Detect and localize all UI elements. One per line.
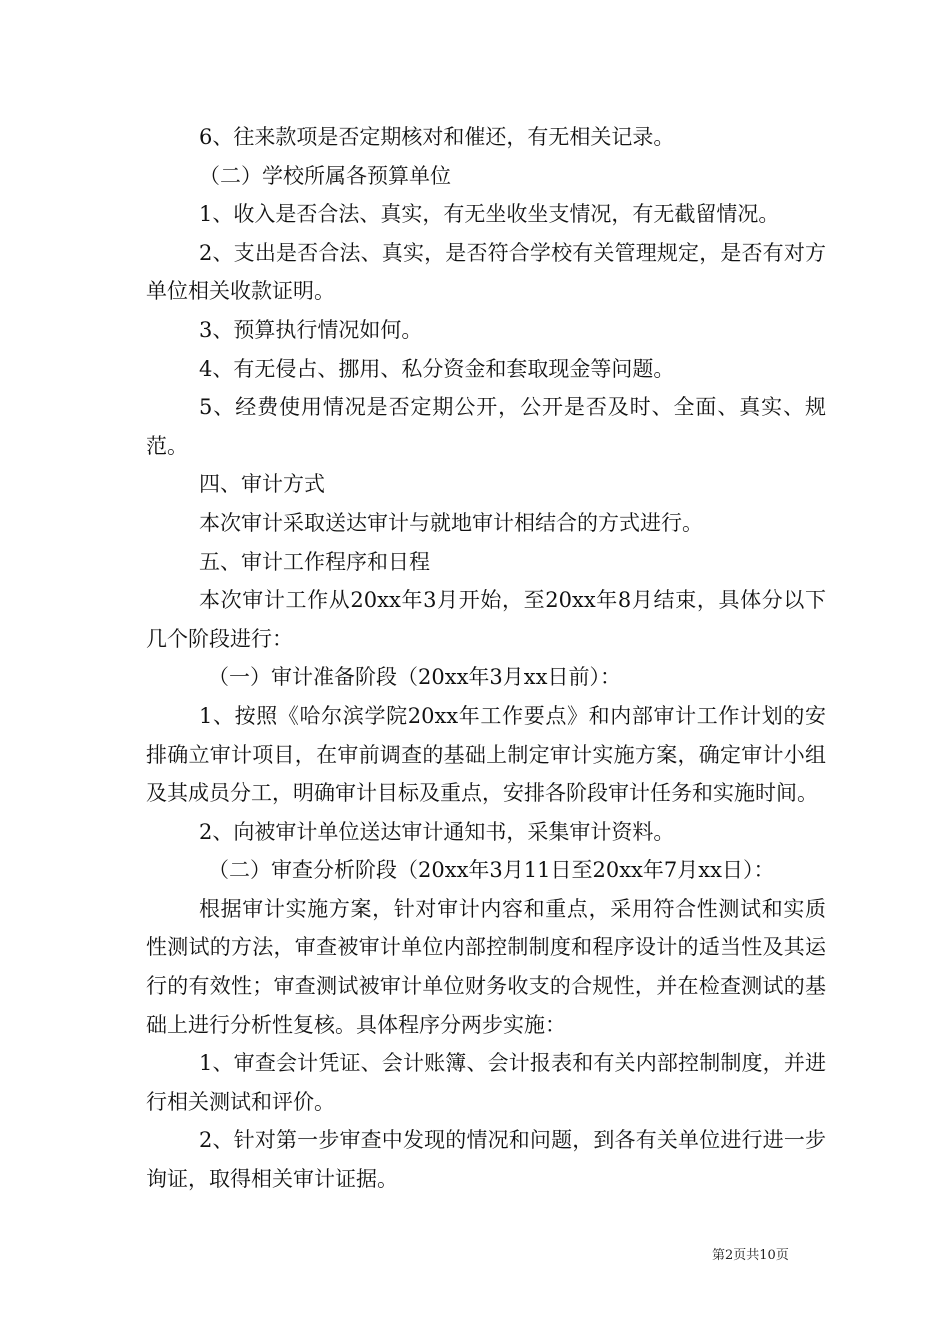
paragraph-1: 6、往来款项是否定期核对和催还，有无相关记录。 xyxy=(199,125,675,149)
paragraph-14: 2、向被审计单位送达审计通知书，采集审计资料。 xyxy=(199,819,675,844)
paragraph-5: 3、预算执行情况如何。 xyxy=(199,317,423,342)
paragraph-7: 5、经费使用情况是否定期公开，公开是否及时、全面、真实、规范。 xyxy=(146,395,826,458)
page-number-footer: 第2页共10页 xyxy=(712,1248,789,1263)
subsection-heading-1: （一）审计准备阶段（20xx年3月xx日前）： xyxy=(208,665,621,690)
paragraph-3: 1、收入是否合法、真实，有无坐收坐支情况，有无截留情况。 xyxy=(199,202,780,227)
paragraph-11: 本次审计工作从20xx年3月开始，至20xx年8月结束，具体分以下几个阶段进行： xyxy=(146,588,826,651)
paragraph-6: 4、有无侵占、挪用、私分资金和套取现金等问题。 xyxy=(199,356,675,381)
paragraph-18: 2、针对第一步审查中发现的情况和问题，到各有关单位进行进一步询证，取得相关审计证据。 xyxy=(146,1128,826,1192)
paragraph-4: 2、支出是否合法、真实，是否符合学校有关管理规定，是否有对方单位相关收款证明。 xyxy=(146,240,826,304)
paragraph-13: 1、按照《哈尔滨学院20xx年工作要点》和内部审计工作计划的安排确立审计项目，在审前调查的基础上制定审计实施方案，确定审计小组及其成员分工，明确审计目标及重点，安排各阶段审计任务和实施时间。 xyxy=(146,703,826,806)
paragraph-9: 本次审计采取送达审计与就地审计相结合的方式进行。 xyxy=(199,510,703,535)
section-heading-5: 五、审计工作程序和日程 xyxy=(199,549,430,574)
paragraph-2: （二）学校所属各预算单位 xyxy=(199,163,451,188)
subsection-heading-2: （二）审查分析阶段（20xx年3月11日至20xx年7月xx日）： xyxy=(208,858,775,883)
document-body xyxy=(146,118,826,1199)
section-heading-4: 四、审计方式 xyxy=(199,472,325,497)
paragraph-17: 1、审查会计凭证、会计账簿、会计报表和有关内部控制制度，并进行相关测试和评价。 xyxy=(146,1051,826,1114)
paragraph-16: 根据审计实施方案，针对审计内容和重点，采用符合性测试和实质性测试的方法，审查被审计单位内部控制制度和程序设计的适当性及其运行的有效性；审查测试被审计单位财务收支的合规性，并在检查测试的基础上进行分析性复核。具体程序分两步实施： xyxy=(146,896,826,1037)
